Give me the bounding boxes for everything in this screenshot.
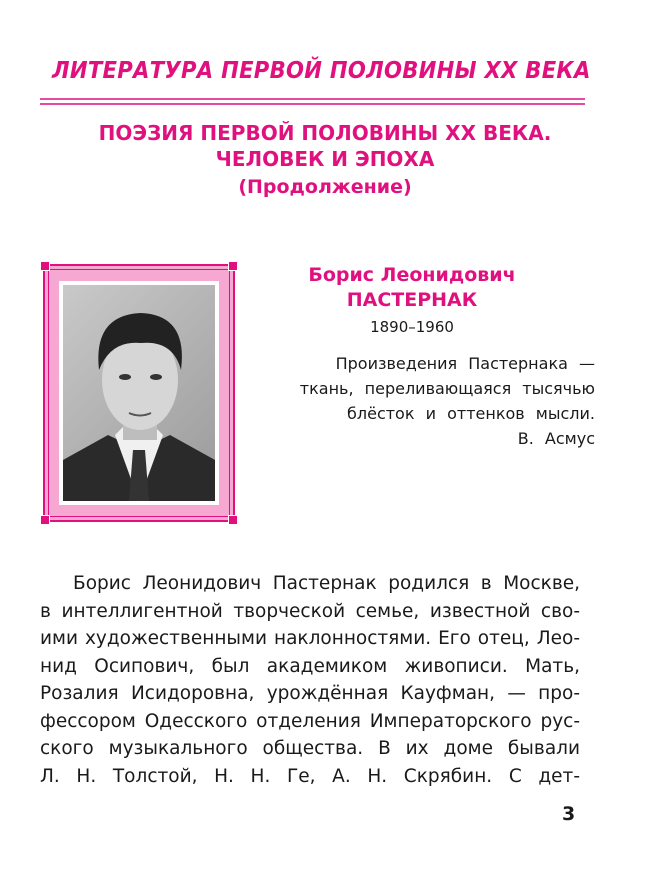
header-rule — [40, 98, 585, 100]
body-line: Борис Леонидович Пастернак родился в Москве, — [73, 573, 580, 594]
body-line: нид Осипович, был академиком живописи. Мать, — [40, 655, 580, 677]
body-paragraph — [40, 570, 580, 790]
epigraph-line: ткань, переливающаяся тысячью — [299, 379, 595, 398]
chapter-title: ПОЭЗИЯ ПЕРВОЙ ПОЛОВИНЫ XX ВЕКА. — [98, 121, 552, 145]
section-title: ЛИТЕРАТУРА ПЕРВОЙ ПОЛОВИНЫ XX ВЕКА — [52, 58, 591, 84]
portrait-frame — [43, 264, 235, 522]
epigraph-line: Произведения Пастернака — — [335, 354, 595, 373]
author-portrait-photo — [63, 285, 215, 501]
body-line: фессором Одесского отделения Императорского рус- — [40, 710, 580, 732]
chapter-title: ЧЕЛОВЕК И ЭПОХА — [215, 147, 435, 171]
body-line: Л. Н. Толстой, Н. Н. Ге, А. Н. Скрябин. С дет- — [40, 765, 580, 787]
epigraph-attribution: В. Асмус — [517, 429, 595, 448]
author-surname: ПАСТЕРНАК — [346, 289, 478, 311]
frame-corner — [40, 515, 50, 525]
frame-corner — [228, 515, 238, 525]
body-line: Розалия Исидоровна, урождённая Кауфман, — про- — [40, 683, 580, 704]
body-line: ими художественными наклонностями. Его отец, Лео- — [40, 628, 580, 649]
header-rule — [40, 103, 585, 105]
body-line: ского музыкального общества. В их доме бывали — [40, 738, 580, 759]
epigraph-line: блёсток и оттенков мысли. — [347, 404, 595, 423]
frame-corner — [40, 261, 50, 271]
author-name: Борис Леонидович — [308, 264, 516, 286]
author-years: 1890–1960 — [370, 318, 454, 336]
body-line: в интеллигентной творческой семье, известной сво- — [40, 600, 580, 622]
frame-corner — [228, 261, 238, 271]
chapter-subtitle: (Продолжение) — [238, 176, 412, 198]
page-number: 3 — [562, 803, 576, 825]
